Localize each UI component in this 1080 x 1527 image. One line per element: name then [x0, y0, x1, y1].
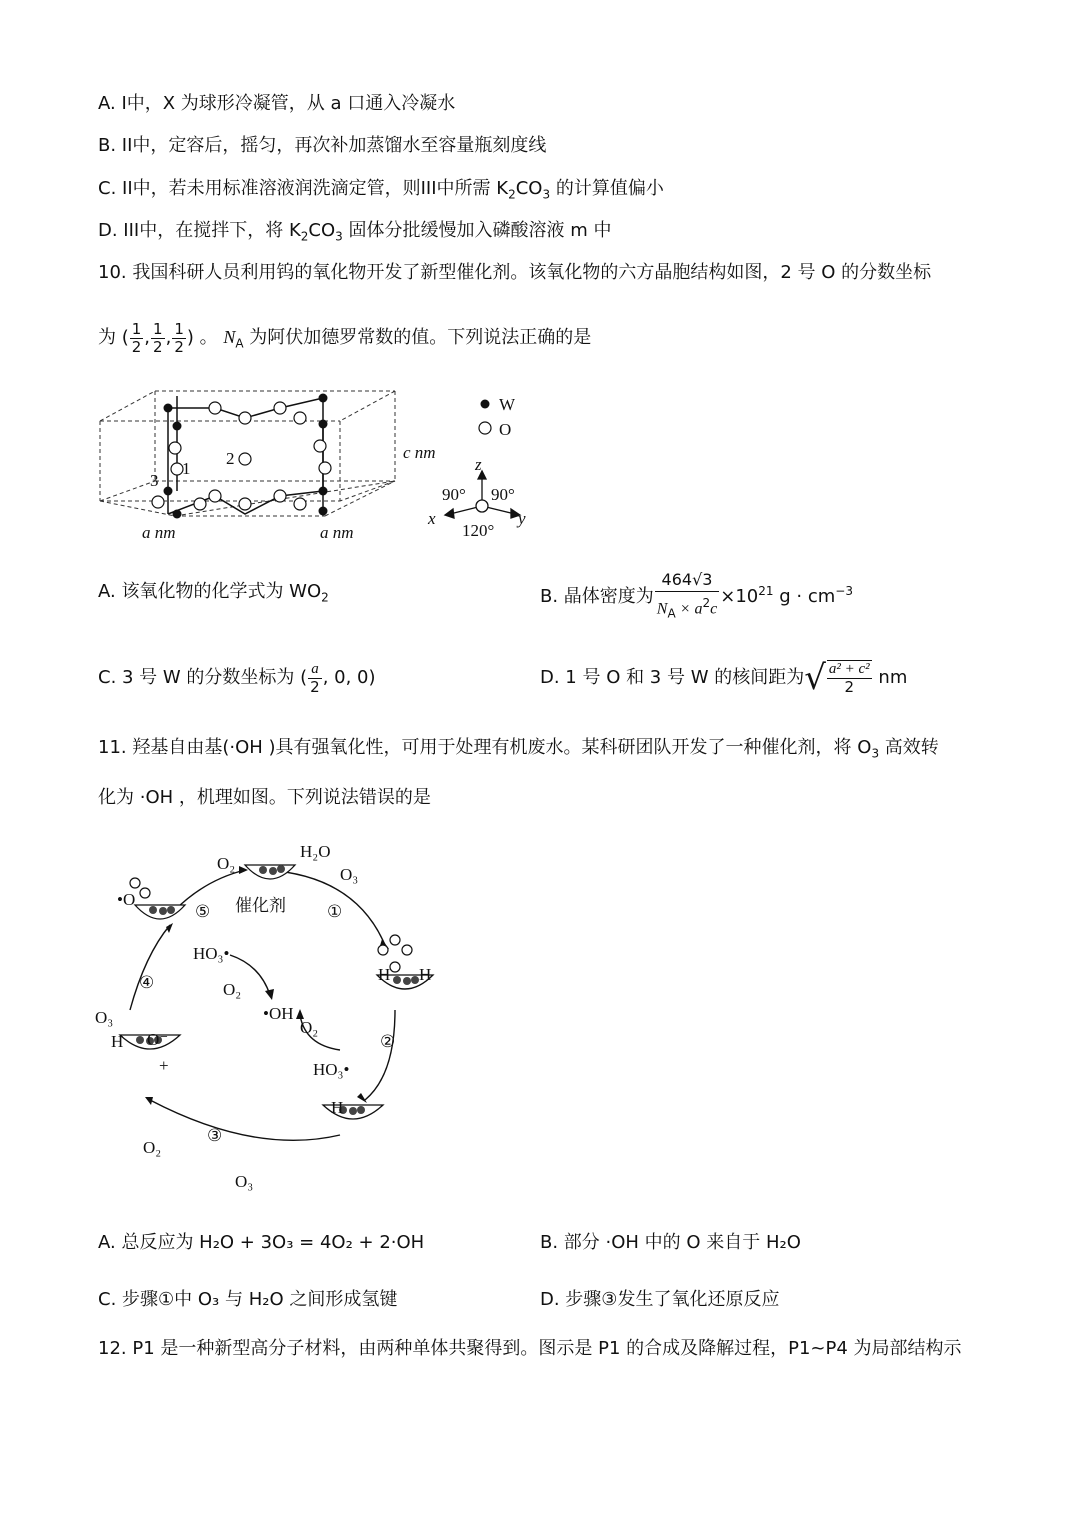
- w-atom: [319, 487, 328, 496]
- a-nm-label-right: a nm: [320, 523, 354, 542]
- o-atom: [294, 412, 306, 424]
- o3-bottom-label: O₃: [235, 1172, 254, 1191]
- axis-x-label: x: [428, 509, 436, 528]
- o-minus-label: O⁻: [147, 1030, 169, 1049]
- legend-o-circle: [479, 422, 491, 434]
- q10-option-d-pre: D. 1 号 O 和 3 号 W 的核间距为: [540, 667, 805, 688]
- o-atom: [294, 498, 306, 510]
- o-atom: [239, 498, 251, 510]
- step-5-label: ⑤: [195, 902, 211, 921]
- q10-option-b-unit: g · cm: [773, 586, 836, 607]
- crystal-structure-figure: [95, 386, 545, 546]
- sqrt-symbol: √ $\frac{\text{a² + c²}}{2}$: [804, 658, 870, 698]
- atom-label-2: 2: [226, 449, 235, 468]
- q11-option-b-text: B. 部分 ·OH 中的 O 来自于 H₂O: [540, 1232, 801, 1253]
- step-1-label: ①: [327, 902, 343, 921]
- na-subscript: A: [235, 336, 244, 351]
- o3-left-label: O₃: [95, 1008, 114, 1027]
- q10-stem-text: 10. 我国科研人员利用钨的氧化物开发了新型催化剂。该氧化物的六方晶胞结构如图，2 号 O 的分数坐标: [98, 262, 932, 283]
- q10-option-c: [98, 656, 376, 700]
- q11-option-d: [540, 1288, 779, 1312]
- subscript: A: [667, 606, 676, 621]
- frac-den: 2: [153, 337, 163, 356]
- legend-w-dot: [481, 400, 490, 409]
- frac-num: 1: [153, 319, 163, 338]
- q10-option-b-pre: B. 晶体密度为: [540, 586, 654, 607]
- w-atom: [173, 510, 182, 519]
- fraction: [172, 321, 186, 356]
- q10-stem-pre: 为 (: [98, 327, 129, 348]
- subscript: 2: [508, 187, 516, 202]
- o-atom: [209, 402, 221, 414]
- frac-num: 1: [174, 319, 184, 338]
- q11-option-d-text: D. 步骤③发生了氧化还原反应: [540, 1289, 780, 1310]
- o-atom: [319, 462, 331, 474]
- subscript: 3: [871, 746, 880, 761]
- angle-right-label: 90°: [491, 485, 515, 504]
- q9-option-d-mid: CO: [308, 220, 336, 241]
- comma: ,: [144, 327, 151, 348]
- a-symbol: × a: [675, 600, 703, 618]
- superscript: 2: [702, 596, 711, 611]
- density-fraction: [655, 569, 719, 625]
- fraction: [308, 661, 322, 696]
- axis-y-label: y: [518, 509, 526, 528]
- q9-option-c-pre: C. II中，若未用标准溶液润洗滴定管，则III中所需 K: [98, 178, 509, 199]
- q9-option-d-pre: D. III中，在搅拌下，将 K: [98, 220, 301, 241]
- w-atom: [319, 420, 328, 429]
- ho3-lower-label: HO₃•: [313, 1060, 350, 1079]
- oh-radical-label: •OH: [263, 1004, 294, 1023]
- q10-option-b: [540, 566, 853, 625]
- q11-stem-text: 11. 羟基自由基(·OH )具有强氧化性，可用于处理有机废水。某科研团队开发了一种催化剂，将 O: [98, 737, 872, 758]
- o-atom: [274, 490, 286, 502]
- q11-stem-line2: [98, 786, 431, 810]
- w-atom: [319, 507, 328, 516]
- plus-sign: +: [159, 1056, 169, 1075]
- q11-option-b: [540, 1231, 801, 1255]
- h-ion-label: H: [111, 1032, 124, 1051]
- c-nm-label: c nm: [403, 443, 436, 462]
- w-atom: [319, 394, 328, 403]
- fraction: [130, 321, 144, 356]
- w-atom-3: [164, 487, 173, 496]
- angle-bottom-label: 120°: [462, 521, 495, 540]
- q11-option-a: [98, 1231, 424, 1255]
- o-atom: [274, 402, 286, 414]
- o-atom: [152, 496, 164, 508]
- q9-option-b: [98, 134, 546, 158]
- density-denominator: [655, 592, 719, 625]
- h-left-label: H: [378, 965, 391, 984]
- subscript: 3: [542, 187, 551, 202]
- subscript: 2: [321, 590, 329, 605]
- na-symbol: N: [223, 327, 236, 347]
- q10-option-d-unit: nm: [872, 667, 908, 688]
- q10-option-a-text: A. 该氧化物的化学式为 WO: [98, 581, 322, 602]
- frac-num: a: [308, 661, 322, 679]
- q9-option-c-mid: CO: [515, 178, 543, 199]
- frac-num: 1: [131, 319, 142, 338]
- step-3-label: ③: [207, 1126, 223, 1145]
- w-atom: [164, 404, 173, 413]
- o-atom: [209, 490, 221, 502]
- q9-option-c: [98, 177, 664, 207]
- catalyst-label: 催化剂: [235, 896, 286, 916]
- angle-left-label: 90°: [442, 485, 466, 504]
- q9-option-a-text: A. I中，X 为球形冷凝管，从 a 口通入冷凝水: [98, 93, 456, 114]
- subscript: 3: [335, 229, 343, 244]
- q10-stem-tail: 为阿伏加德罗常数的值。下列说法正确的是: [243, 327, 592, 348]
- o-atom: [169, 442, 181, 454]
- o2-bottom-label: O₂: [143, 1138, 162, 1157]
- o-atom: [194, 498, 206, 510]
- c-symbol: c: [710, 600, 718, 618]
- q10-option-c-pre: C. 3 号 W 的分数坐标为 (: [98, 667, 308, 688]
- ozone-molecule: [130, 878, 412, 972]
- legend-o-label: O: [499, 420, 512, 439]
- q9-option-b-text: B. II中，定容后，摇匀，再次补加蒸馏水至容量瓶刻度线: [98, 135, 547, 156]
- ho3-upper-label: HO₃•: [193, 944, 230, 963]
- frac-den: 2: [310, 677, 320, 696]
- q10-option-a: [98, 580, 329, 610]
- h-lower-label: H: [331, 1098, 344, 1117]
- q9-option-d: [98, 219, 612, 249]
- catalytic-mechanism-figure: [95, 835, 435, 1195]
- q11-option-c-text: C. 步骤①中 O₃ 与 H₂O 之间形成氢键: [98, 1289, 398, 1310]
- superscript: 21: [758, 584, 774, 598]
- fraction: [151, 321, 165, 356]
- q9-option-d-post: 固体分批缓慢加入磷酸溶液 m 中: [342, 220, 612, 241]
- q11-stem-line1: [98, 736, 939, 766]
- na-symbol: N: [656, 600, 668, 618]
- h-right-label: H: [419, 965, 432, 984]
- o3-top-label: O₃: [340, 865, 359, 884]
- atom-label-3: 3: [150, 471, 159, 490]
- a-nm-label-left: a nm: [142, 523, 176, 542]
- o-atom-2: [239, 453, 251, 465]
- comma: ,: [165, 327, 172, 348]
- q11-stem-post: 高效转: [879, 737, 939, 758]
- q10-option-b-power: ×10: [720, 586, 759, 607]
- q10-option-c-post: , 0, 0): [322, 667, 376, 688]
- subscript: 2: [300, 229, 309, 244]
- w-atom: [173, 422, 182, 431]
- q12-stem-line1: [98, 1337, 962, 1361]
- o2-inner-upper-label: O₂: [223, 980, 242, 999]
- h2o-label: H₂O: [300, 842, 331, 861]
- o2-top-label: O₂: [217, 854, 236, 873]
- legend-w-label: W: [499, 395, 516, 414]
- q11-option-a-text: A. 总反应为 H₂O + 3O₃ = 4O₂ + 2·OH: [98, 1232, 425, 1253]
- atom-label-1: 1: [182, 459, 191, 478]
- axis-z-label: z: [475, 455, 482, 474]
- frac-den: 2: [131, 337, 142, 356]
- frac-den: 2: [174, 337, 184, 356]
- radical-o-label: •O: [117, 890, 136, 909]
- q11-stem-line2-text: 化为 ·OH ，机理如图。下列说法错误的是: [98, 787, 431, 808]
- q9-option-a: [98, 92, 455, 116]
- q12-stem-text: 12. P1 是一种新型高分子材料，由两种单体共聚得到。图示是 P1 的合成及降解过程，P1~P4 为局部结构示: [98, 1338, 962, 1359]
- o-atom: [239, 412, 251, 424]
- o2-inner-lower-label: O₂: [300, 1018, 319, 1037]
- q11-option-c: [98, 1288, 397, 1312]
- q10-option-d: [540, 652, 907, 704]
- frac-num: a² + c²: [828, 661, 870, 677]
- q9-option-c-post: 的计算值偏小: [550, 178, 664, 199]
- fraction: [827, 660, 872, 696]
- step-2-label: ②: [380, 1032, 396, 1051]
- step-4-label: ④: [139, 973, 155, 992]
- frac-den: 2: [844, 678, 855, 696]
- density-numerator: 464√3: [655, 569, 719, 592]
- q10-stem-line1: [98, 261, 931, 285]
- superscript: −3: [835, 584, 853, 598]
- q10-stem-post: ) 。: [186, 327, 218, 348]
- q10-stem-line2: [98, 318, 591, 363]
- o-atom: [314, 440, 326, 452]
